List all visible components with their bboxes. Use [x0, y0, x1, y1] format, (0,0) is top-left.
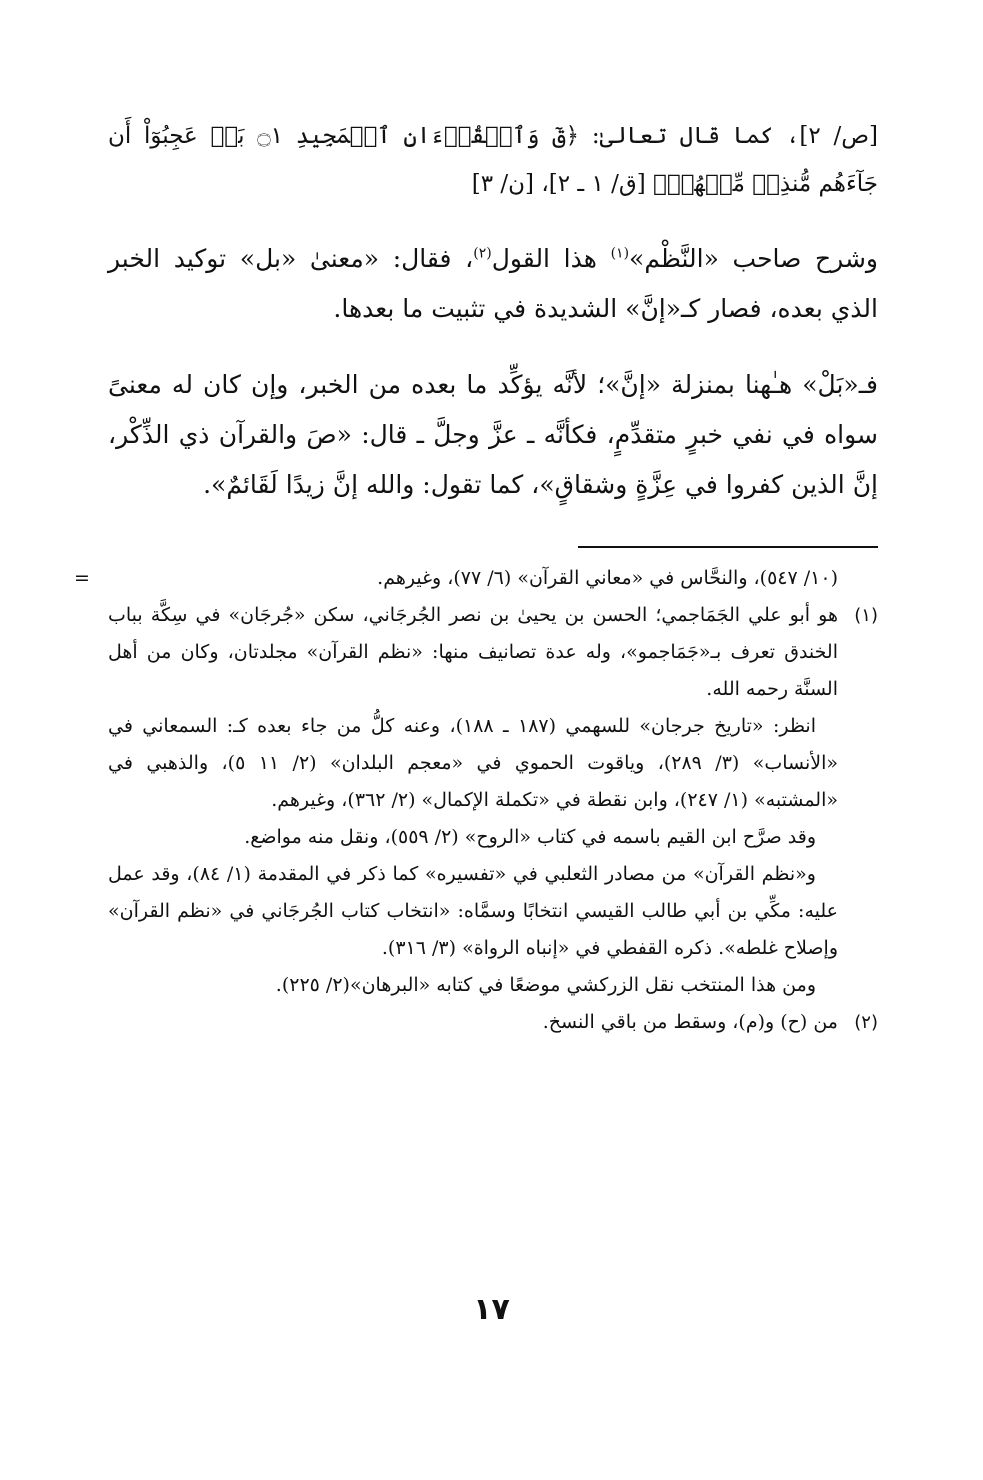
footnote-1: [108, 597, 878, 1004]
footnote-1-subparagraph: و«نظم القرآن» من مصادر الثعلبي في «تفسيره» كما ذكر في المقدمة (١/ ٨٤)، وقد عمل عليه: مكِّي بن أبي طالب القيسي انتخابًا وسمَّاه: «انتخاب كتاب الجُرجَاني في «نظم القرآن» وإصلاح غلطه». ذكره القفطي في «إنباه الرواة» (٣/ ٣١٦).: [108, 863, 838, 959]
page-content: [74, 112, 879, 1041]
footnote-ref-1: (١): [610, 245, 630, 262]
footnote-continuation: (١٠/ ٥٤٧)، والنحَّاس في «معاني القرآن» (٦/ ٧٧)، وغيرهم.: [377, 567, 838, 589]
main-paragraph-1: [ص/ ٢]، كما قال تعالىٰ: ﴿قٓ وَٱلۡقُرۡءَانِ ٱلۡمَجِيدِ ۝١ بَلۡ عَجِبُوٓاْ أَن جَآءَهُم مُّنذِرٞ مِّنۡهُمۡ﴾ [ق/ ١ ـ ٢]، [ن/ ٣]: [108, 123, 878, 197]
footnote-1-subparagraph: وقد صرَّح ابن القيم باسمه في كتاب «الروح» (٢/ ٥٥٩)، ونقل منه مواضع.: [244, 826, 816, 848]
footnote-1-subparagraph: انظر: «تاريخ جرجان» للسهمي (١٨٧ ـ ١٨٨)، وعنه كلُّ من جاء بعده كـ: السمعاني في «الأنساب» (٣/ ٢٨٩)، وياقوت الحموي في «معجم البلدان» (٢/ ١١ ٥)، والذهبي في «المشتبه» (١/ ٢٤٧)، وابن نقطة في «تكملة الإكمال» (٢/ ٣٦٢)، وغيرهم.: [108, 715, 839, 811]
paragraph-2-text-start: وشرح صاحب «النَّظْم»: [629, 244, 879, 273]
footnote-continuation-mark: =: [74, 567, 90, 589]
footnote-number: (٢): [854, 1012, 878, 1033]
main-paragraph-3: فـ«بَلْ» هـٰهنا بمنزلة «إنَّ»؛ لأنَّه يؤكِّد ما بعده من الخبر، وإن كان له معنىً سواه في نفي خبرٍ متقدِّمٍ، فكأنَّه ـ عزَّ وجلَّ ـ قال: «صَ والقرآن ذي الذِّكْر، إنَّ الذين كفروا في عِزَّةٍ وشقاقٍ»، كما تقول: والله إنَّ زيدًا لَقَائمٌ».: [108, 370, 878, 499]
footnote-2: [108, 1004, 878, 1041]
footnotes-section: [74, 560, 878, 1041]
paragraph-2-text-end: ، فقال: «معنىٰ «بل» توكيد الخبر الذي بعده، فصار كـ«إنَّ» الشديدة في تثبيت ما بعدها.: [108, 244, 878, 323]
main-paragraph-2: [108, 234, 878, 334]
footnote-separator: [578, 546, 878, 548]
page-number: ١٧: [473, 1292, 510, 1327]
footnote-1-text: هو أبو علي الجَمَاجمي؛ الحسن بن يحيىٰ بن نصر الجُرجَاني، سكن «جُرجَان» في سِكَّة بباب الخندق تعرف بـ«جَمَاجمو»، وله عدة تصانيف منها: «نظم القرآن» مجلدتان، وكان من أهل السنَّة رحمه الله.: [108, 604, 838, 700]
paragraph-2-text-middle: هذا القول: [491, 244, 611, 273]
footnote-1-subparagraph: ومن هذا المنتخب نقل الزركشي موضعًا في كتابه «البرهان»(٢/ ٢٢٥).: [275, 974, 816, 996]
footnote-ref-2: (٢): [473, 245, 492, 262]
footnote-number: (١): [854, 605, 878, 626]
footnote-2-text: من (ح) و(م)، وسقط من باقي النسخ.: [542, 1011, 838, 1033]
